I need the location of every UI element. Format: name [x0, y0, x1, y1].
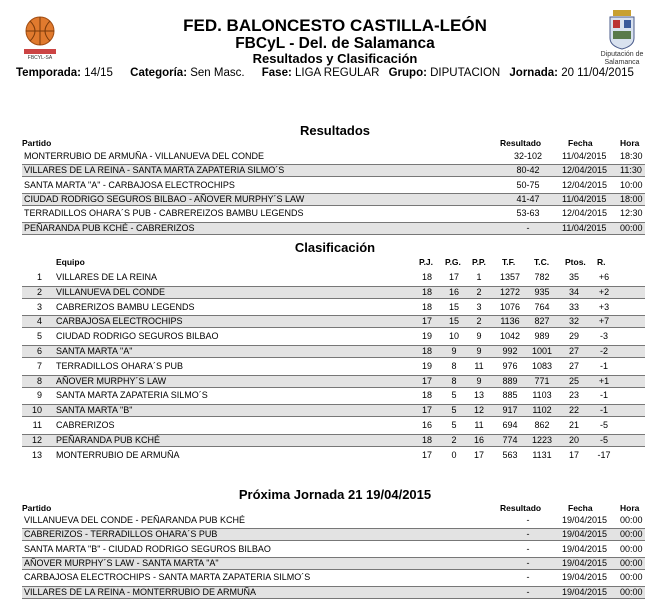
meta-line [16, 67, 646, 79]
standings-tf: 1042 [499, 331, 521, 342]
standings-ptos: 23 [568, 390, 579, 401]
col-tf: T.F. [502, 257, 516, 267]
diputacion-caption: Diputación de Salamanca [600, 51, 644, 66]
standings-row [22, 345, 645, 358]
standings-tc: 989 [534, 331, 550, 342]
standings-pg: 15 [448, 301, 459, 312]
standings-tc: 764 [534, 301, 550, 312]
page-title: FED. BALONCESTO CASTILLA-LEÓN [183, 16, 487, 35]
standings-tf: 563 [502, 449, 518, 460]
match-teams: TERRADILLOS OHARA´S PUB - CABREREIZOS BAMBU LEGENDS [24, 208, 304, 219]
standings-pp: 16 [473, 434, 484, 445]
standings-pp: 17 [473, 449, 484, 460]
standings-ptos: 35 [568, 272, 579, 282]
standings-tf: 992 [502, 346, 518, 356]
standings-pos: 8 [36, 375, 42, 386]
match-time: 11:30 [620, 165, 642, 176]
standings-row [22, 330, 645, 343]
standings-tf: 774 [502, 434, 518, 445]
match-teams: VILLANUEVA DEL CONDE - PEÑARANDA PUB KCHÉ [24, 515, 246, 525]
standings-pos: 12 [31, 434, 42, 445]
match-teams: VILLARES DE LA REINA - MONTERRUBIO DE ARMUÑA [24, 586, 257, 597]
standings-pp: 9 [476, 346, 482, 356]
standings-row [22, 301, 645, 314]
standings-pj: 19 [421, 360, 432, 371]
match-time: 00:00 [620, 529, 643, 540]
standings-tc: 862 [534, 420, 550, 430]
col-r: R. [597, 257, 606, 267]
standings-equipo: SANTA MARTA "A" [56, 346, 133, 356]
standings-r: -5 [599, 420, 608, 430]
standings-ptos: 25 [568, 375, 579, 386]
match-result: - [526, 557, 530, 568]
col-pp: P.P. [472, 257, 486, 267]
standings-tc: 827 [534, 316, 550, 327]
match-time: 12:30 [620, 208, 643, 219]
standings-pj: 17 [421, 405, 432, 416]
standings-equipo: VILLANUEVA DEL CONDE [56, 286, 166, 297]
standings-row [22, 404, 645, 417]
standings-r: -1 [599, 390, 608, 401]
standings-pos: 2 [36, 286, 42, 297]
grupo-value: DIPUTACION [430, 67, 501, 79]
standings-pos: 5 [36, 331, 42, 342]
match-result: - [526, 543, 530, 554]
standings-pos: 4 [36, 316, 42, 327]
standings-tc: 771 [534, 375, 550, 386]
match-teams: CABRERIZOS - TERRADILLOS OHARA´S PUB [24, 529, 218, 540]
standings-ptos: 33 [568, 301, 579, 312]
temporada-label: Temporada: [16, 67, 81, 79]
standings-pg: 8 [451, 375, 457, 386]
standings-pg: 5 [451, 390, 457, 401]
standings-pp: 9 [476, 331, 482, 342]
standings-row [22, 286, 645, 299]
standings-pp: 12 [473, 405, 484, 416]
col-pj: P.J. [419, 257, 434, 267]
match-row [22, 571, 645, 584]
standings-r: -5 [599, 434, 608, 445]
clasificacion-title: Clasificación [294, 240, 376, 255]
standings-tc: 1001 [531, 346, 553, 356]
standings-pg: 5 [451, 420, 457, 430]
standings-equipo: VILLARES DE LA REINA [56, 272, 158, 282]
standings-row [22, 389, 645, 402]
match-date: 12/04/2015 [562, 208, 608, 219]
standings-tc: 1223 [531, 434, 553, 445]
standings-tc: 1083 [531, 360, 553, 371]
standings-tc: 782 [534, 272, 550, 282]
resultados-title: Resultados [299, 123, 371, 138]
match-result: - [526, 586, 530, 597]
standings-pp: 3 [476, 301, 482, 312]
match-row [22, 193, 645, 206]
standings-pg: 10 [448, 331, 459, 342]
match-row [22, 543, 645, 556]
standings-tf: 885 [502, 390, 518, 401]
standings-pp: 1 [476, 272, 482, 282]
standings-pos: 6 [36, 346, 42, 356]
match-result: - [526, 222, 530, 233]
standings-equipo: CABRERIZOS [56, 420, 115, 430]
standings-tf: 1136 [500, 316, 520, 327]
standings-pj: 18 [421, 346, 432, 356]
standings-r: -3 [599, 331, 608, 342]
standings-equipo: MONTERRUBIO DE ARMUÑA [56, 449, 180, 460]
match-date: 12/04/2015 [562, 179, 608, 190]
match-teams: PEÑARANDA PUB KCHÉ - CABRERIZOS [24, 222, 195, 233]
standings-pos: 11 [32, 420, 42, 430]
match-time: 00:00 [620, 586, 643, 597]
col-pg: P.G. [445, 257, 461, 267]
match-time: 18:30 [620, 151, 643, 161]
standings-r: +1 [598, 375, 610, 386]
match-result: 53-63 [516, 208, 540, 219]
match-result: 50-75 [516, 179, 540, 190]
standings-pj: 18 [421, 286, 432, 297]
match-teams: CARBAJOSA ELECTROCHIPS - SANTA MARTA ZAPATERIA SILMO´S [24, 572, 311, 583]
match-row [22, 528, 645, 541]
standings-equipo: SANTA MARTA ZAPATERIA SILMO´S [56, 390, 208, 401]
standings-pj: 17 [421, 375, 432, 386]
match-row [22, 222, 645, 235]
standings-pos: 10 [31, 405, 42, 416]
match-row [22, 557, 645, 570]
standings-row [22, 419, 645, 432]
col-partido: Partido [22, 138, 52, 148]
match-time: 00:00 [620, 222, 643, 233]
standings-pos: 7 [36, 360, 42, 371]
standings-tf: 1357 [499, 272, 521, 282]
standings-r: +2 [598, 286, 610, 297]
standings-pg: 17 [448, 272, 459, 282]
standings-pp: 11 [474, 420, 484, 430]
grupo-label: Grupo: [388, 67, 427, 79]
standings-row [22, 271, 645, 284]
match-teams: CIUDAD RODRIGO SEGUROS BILBAO - AÑOVER MURPHY´S LAW [24, 193, 305, 204]
col-tc: T.C. [534, 257, 550, 267]
standings-pg: 15 [448, 316, 459, 327]
match-result: - [526, 572, 530, 583]
match-time: 10:00 [620, 179, 643, 190]
standings-equipo: CIUDAD RODRIGO SEGUROS BILBAO [56, 331, 219, 342]
match-result: - [526, 529, 530, 540]
standings-ptos: 17 [568, 449, 579, 460]
clasificacion-header [22, 256, 645, 269]
match-date: 11/04/2015 [562, 222, 607, 233]
standings-pos: 13 [31, 449, 42, 460]
col-hora: Hora [620, 138, 640, 148]
resultados-header [22, 137, 645, 150]
standings-equipo: PEÑARANDA PUB KCHÉ [56, 434, 161, 445]
match-date: 12/04/2015 [562, 165, 608, 176]
jornada-label: Jornada: [509, 67, 558, 79]
col-partido: Partido [22, 503, 52, 513]
standings-pj: 18 [421, 272, 432, 282]
standings-equipo: CABRERIZOS BAMBU LEGENDS [56, 301, 195, 312]
svg-text:FBCYL-SA: FBCYL-SA [27, 55, 53, 60]
match-date: 19/04/2015 [562, 515, 608, 525]
match-row [22, 150, 645, 163]
standings-pj: 17 [421, 316, 432, 327]
standings-pj: 18 [421, 434, 432, 445]
match-date: 19/04/2015 [562, 557, 608, 568]
col-ptos: Ptos. [565, 257, 586, 267]
match-date: 11/04/2015 [562, 193, 607, 204]
col-fecha: Fecha [568, 503, 593, 513]
standings-r: +7 [598, 316, 610, 327]
match-time: 00:00 [620, 515, 643, 525]
standings-row [22, 315, 645, 328]
standings-ptos: 27 [568, 346, 579, 356]
match-time: 00:00 [620, 557, 643, 568]
standings-ptos: 21 [568, 420, 579, 430]
section-heading: Resultados y Clasificación [252, 51, 418, 66]
standings-pos: 9 [36, 390, 42, 401]
standings-ptos: 20 [568, 434, 579, 445]
standings-pj: 16 [421, 420, 432, 430]
fase-value: LIGA REGULAR [295, 67, 380, 79]
jornada-value: 20 11/04/2015 [561, 67, 634, 79]
proxima-title: Próxima Jornada 21 19/04/2015 [238, 487, 432, 502]
match-teams: SANTA MARTA "A" - CARBAJOSA ELECTROCHIPS [24, 179, 235, 190]
match-row [22, 207, 645, 220]
fase-label: Fase: [261, 67, 292, 79]
standings-pj: 19 [421, 331, 432, 342]
page-subtitle: FBCyL - Del. de Salamanca [235, 35, 435, 52]
standings-pg: 16 [448, 286, 459, 297]
standings-tf: 976 [502, 360, 518, 371]
match-time: 00:00 [620, 543, 643, 554]
match-date: 19/04/2015 [562, 586, 608, 597]
standings-pg: 0 [451, 449, 457, 460]
match-result: - [526, 515, 530, 525]
match-time: 00:00 [620, 572, 643, 583]
standings-pp: 11 [474, 360, 484, 371]
col-equipo: Equipo [56, 257, 85, 267]
standings-ptos: 34 [568, 286, 579, 297]
match-teams: MONTERRUBIO DE ARMUÑA - VILLANUEVA DEL CONDE [24, 151, 265, 161]
standings-tc: 935 [534, 286, 550, 297]
col-resultado: Resultado [500, 503, 542, 513]
standings-r: +6 [598, 272, 610, 282]
match-date: 11/04/2015 [562, 151, 607, 161]
standings-pp: 2 [476, 286, 482, 297]
standings-equipo: TERRADILLOS OHARA´S PUB [56, 360, 184, 371]
standings-pg: 9 [451, 346, 457, 356]
standings-tf: 889 [502, 375, 518, 386]
standings-ptos: 32 [568, 316, 579, 327]
standings-pp: 2 [476, 316, 482, 327]
standings-ptos: 27 [568, 360, 579, 371]
standings-pj: 18 [421, 301, 432, 312]
standings-r: -2 [599, 346, 608, 356]
standings-ptos: 22 [568, 405, 579, 416]
standings-r: -17 [597, 449, 611, 460]
match-result: 80-42 [516, 165, 540, 176]
match-row [22, 514, 645, 527]
match-time: 18:00 [620, 193, 643, 204]
col-hora: Hora [620, 503, 640, 513]
standings-pg: 8 [451, 360, 457, 371]
match-date: 19/04/2015 [562, 572, 608, 583]
standings-row [22, 449, 645, 462]
col-fecha: Fecha [568, 138, 593, 148]
match-teams: VILLARES DE LA REINA - SANTA MARTA ZAPATERIA SILMO´S [24, 165, 285, 176]
standings-tf: 917 [502, 405, 518, 416]
standings-tf: 1272 [499, 286, 521, 297]
standings-pos: 3 [36, 301, 42, 312]
match-row [22, 179, 645, 192]
standings-ptos: 29 [568, 331, 579, 342]
standings-tf: 1076 [499, 301, 521, 312]
standings-pg: 2 [451, 434, 457, 445]
standings-pos: 1 [36, 272, 42, 282]
standings-row [22, 434, 645, 447]
match-teams: SANTA MARTA "B" - CIUDAD RODRIGO SEGUROS BILBAO [24, 543, 271, 554]
standings-tc: 1103 [532, 390, 552, 401]
standings-tc: 1131 [532, 449, 552, 460]
categoria-value: Sen Masc. [190, 67, 245, 79]
standings-equipo: SANTA MARTA "B" [56, 405, 133, 416]
standings-pj: 18 [421, 390, 432, 401]
standings-r: +3 [598, 301, 610, 312]
match-result: 41-47 [516, 193, 540, 204]
match-date: 19/04/2015 [562, 529, 608, 540]
match-row [22, 586, 645, 599]
standings-r: -1 [599, 405, 608, 416]
standings-pj: 17 [421, 449, 432, 460]
standings-tc: 1102 [532, 405, 552, 416]
standings-r: -1 [599, 360, 608, 371]
standings-row [22, 360, 645, 373]
match-row [22, 164, 645, 177]
categoria-label: Categoría: [130, 67, 188, 79]
standings-pg: 5 [451, 405, 457, 416]
standings-pp: 9 [476, 375, 482, 386]
match-result: 32-102 [513, 151, 543, 161]
temporada-value: 14/15 [84, 67, 113, 79]
standings-tf: 694 [502, 420, 518, 430]
standings-equipo: AÑOVER MURPHY´S LAW [56, 375, 167, 386]
standings-equipo: CARBAJOSA ELECTROCHIPS [56, 316, 183, 327]
standings-pp: 13 [473, 390, 484, 401]
match-date: 19/04/2015 [562, 543, 608, 554]
col-resultado: Resultado [500, 138, 542, 148]
standings-row [22, 375, 645, 388]
match-teams: AÑOVER MURPHY´S LAW - SANTA MARTA "A" [24, 557, 219, 568]
